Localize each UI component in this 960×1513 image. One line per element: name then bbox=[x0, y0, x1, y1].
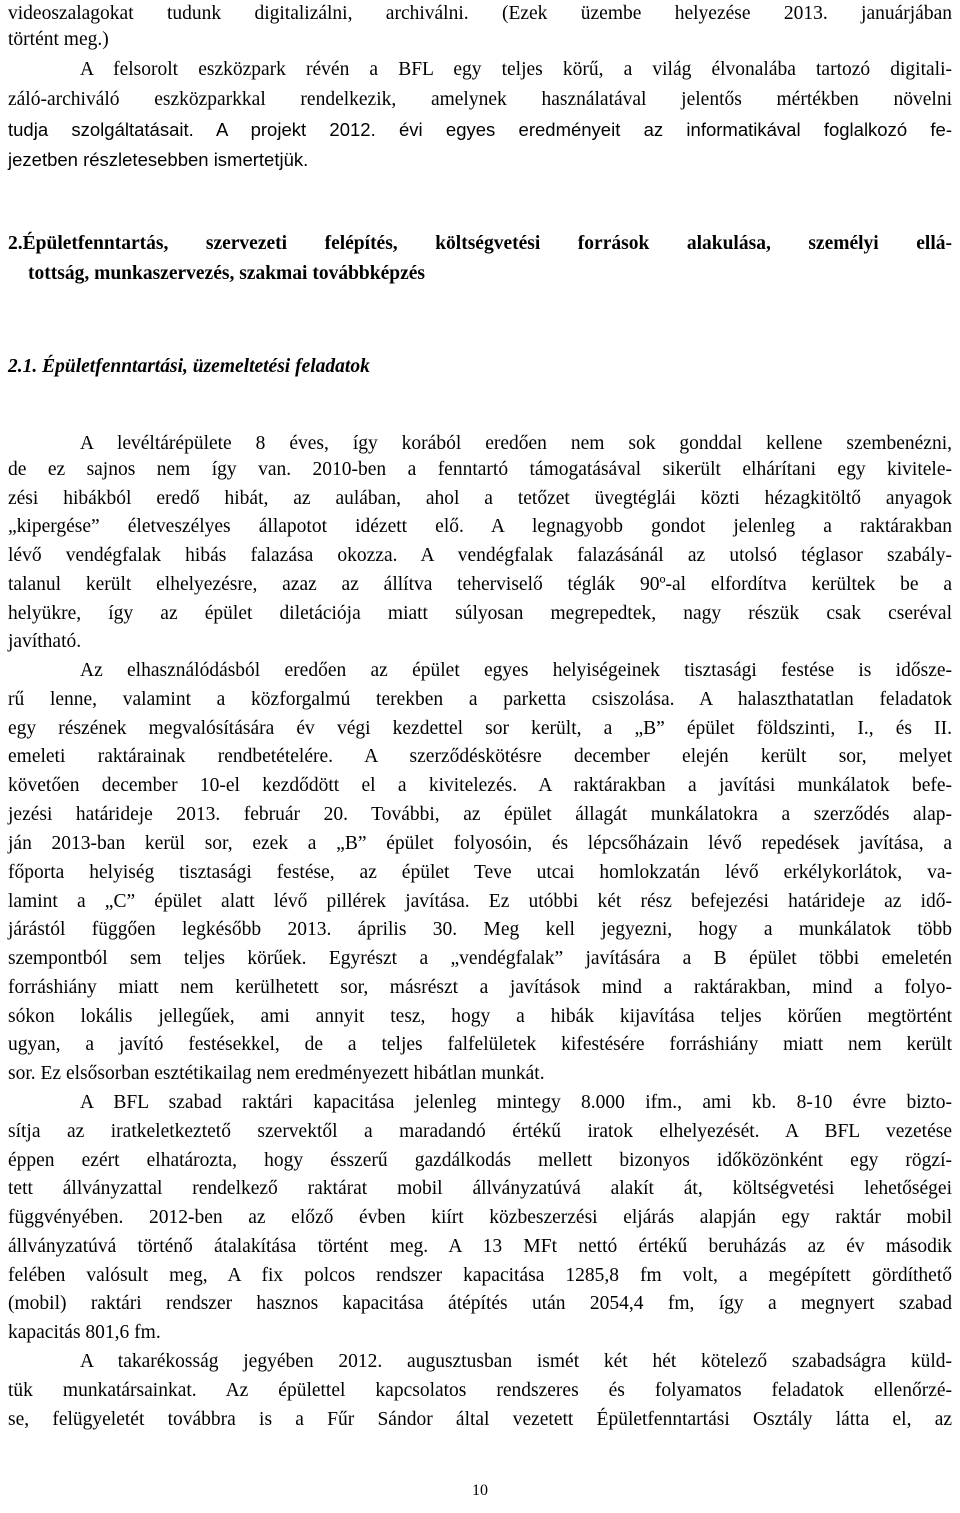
section-heading: 2.Épületfenntartás, szervezeti felépítés, költségvetési források alakulása, személyi ellá- bbox=[8, 233, 952, 254]
body-line: állványzatúvá történő átalakítása történt meg. A 13 MFt nettó értékű beruházás az év második bbox=[8, 1236, 952, 1257]
body-line: tett állványzattal rendelkező raktárat mobil állványzatúvá alakít át, költségvetési lehetőségei bbox=[8, 1178, 952, 1199]
body-line: zési hibákból eredő hibát, az aulában, ahol a tetőzet üvegtéglái közti hézagkitöltő anyagok bbox=[8, 488, 952, 509]
body-line: szempontból sem teljes körűek. Egyrészt a „vendégfalak” javítására a B épület többi emeletén bbox=[8, 948, 952, 969]
body-line: függvényében. 2012-ben az előző évben kiírt közbeszerzési eljárás alapján egy raktár mobil bbox=[8, 1207, 952, 1228]
body-line: A takarékosság jegyében 2012. augusztusban ismét két hét kötelező szabadságra küld- bbox=[80, 1351, 952, 1372]
body-line: forráshiány miatt nem kerülhetett sor, másrészt a javítások mind a raktárakban, mind a folyo- bbox=[8, 977, 952, 998]
body-line: egy részének megvalósítására év végi kezdettel sor került, a „B” épület földszinti, I., és II. bbox=[8, 718, 952, 739]
section-heading: tottság, munkaszervezés, szakmai továbbképzés bbox=[28, 263, 426, 284]
intro-line: tudja szolgáltatásait. A projekt 2012. évi egyes eredményeit az informatikával foglalkozó fe- bbox=[8, 119, 952, 140]
body-line: sókon lokális jellegűek, ami annyit tesz, hogy a hibák kijavítása teljes körűen megtörtént bbox=[8, 1006, 952, 1027]
body-line: javítható. bbox=[8, 631, 82, 652]
body-line: A levéltárépülete 8 éves, így korából eredően nem sok gonddal kellene szembenézni, bbox=[80, 433, 952, 454]
body-line: jezési határideje 2013. február 20. További, az épület állagát munkálatokra a szerződés alap- bbox=[8, 804, 952, 825]
body-line: lamint a „C” épület alatt lévő pillérek javítása. Ez utóbbi két rész befejezési határideje az idő- bbox=[8, 891, 952, 912]
body-line: követően december 10-el kezdődött el a kivitelezés. A raktárakban a javítási munkálatok befe- bbox=[8, 775, 952, 796]
body-line: (mobil) raktári rendszer hasznos kapacitása átépítés után 2054,4 fm, így a megnyert szabad bbox=[8, 1293, 952, 1314]
body-line: Az elhasználódásból eredően az épület egyes helyiségeinek tisztasági festése is időszе- bbox=[80, 660, 952, 681]
body-line: kapacitás 801,6 fm. bbox=[8, 1322, 161, 1343]
body-line: éppen ezért elhatározta, hogy ésszerű gazdálkodás mellett bizonyos időközönként egy rögzí- bbox=[8, 1150, 952, 1171]
body-line: ugyan, a javító festésekkel, de a teljes falfelületek kifestésére forráshiány miatt nem került bbox=[8, 1034, 952, 1055]
body-line: „kipergése” életveszélyes állapotot idézett elő. A legnagyobb gondot jelenleg a raktárakban bbox=[8, 516, 952, 537]
body-line: főporta helyiség tisztasági festése, az épület Teve utcai homlokzatán lévő erkélykorlátok, va- bbox=[8, 862, 952, 883]
body-line: de ez sajnos nem így van. 2010-ben a fenntartó támogatásával sikerült elhárítani egy kivitele- bbox=[8, 459, 952, 480]
subsection-heading: 2.1. Épületfenntartási, üzemeltetési feladatok bbox=[8, 356, 370, 377]
body-line: helyükre, így az épület diletációja miatt súlyosan megrepedtek, nagy részük csak cseréval bbox=[8, 603, 952, 624]
body-line: felében valósult meg, A fix polcos rendszer kapacitása 1285,8 fm volt, a megépített gördíthető bbox=[8, 1265, 952, 1286]
intro-line: záló-archiváló eszközparkkal rendelkezik, amelynek használatával jelentős mértékben növelni bbox=[8, 89, 952, 110]
body-line: ján 2013-ban kerül sor, ezek a „B” épület folyosóin, és lépcsőházain lévő repedések javítása, a bbox=[8, 833, 952, 854]
intro-line: történt meg.) bbox=[8, 29, 109, 50]
intro-line: A felsorolt eszközpark révén a BFL egy teljes körű, a világ élvonalába tartozó digitali- bbox=[80, 59, 952, 80]
page-number: 10 bbox=[472, 1482, 488, 1499]
body-line: A BFL szabad raktári kapacitása jelenleg mintegy 8.000 ifm., ami kb. 8-10 évre bizto- bbox=[80, 1092, 952, 1113]
body-line: tük munkatársainkat. Az épülettel kapcsolatos rendszeres és folyamatos feladatok ellenőrzé- bbox=[8, 1380, 952, 1401]
body-line: járástól függően legkésőbb 2013. április 30. Meg kell jegyezni, hogy a munkálatok több bbox=[8, 919, 952, 940]
body-line: emeleti raktárainak rendbetételére. A szerződéskötésre december elején került sor, melyet bbox=[8, 746, 952, 767]
body-line: sor. Ez elsősorban esztétikailag nem eredményezett hibátlan munkát. bbox=[8, 1063, 545, 1084]
body-line: lévő vendégfalak hibás falazása okozza. A vendégfalak falazásánál az utolsó téglasor szabály- bbox=[8, 545, 952, 566]
body-line: rű lenne, valamint a közforgalmú terekben a parketta csiszolása. A halaszthatatlan feladatok bbox=[8, 689, 952, 710]
intro-line: videoszalagokat tudunk digitalizálni, archiválni. (Ezek üzembe helyezése 2013. januárjában bbox=[8, 3, 952, 24]
body-line: talanul került elhelyezésre, azaz az állítva teherviselő téglák 90º-al elfordítva kerültek be a bbox=[8, 574, 952, 595]
body-line: se, felügyeletét továbbra is a Fűr Sándor által vezetett Épületfenntartási Osztály látta el, az bbox=[8, 1409, 952, 1430]
intro-line: jezetben részletesebben ismertetjük. bbox=[8, 149, 309, 170]
body-line: sítja az iratkeletkeztető szervektől a maradandó értékű iratok elhelyezését. A BFL vezetése bbox=[8, 1121, 952, 1142]
